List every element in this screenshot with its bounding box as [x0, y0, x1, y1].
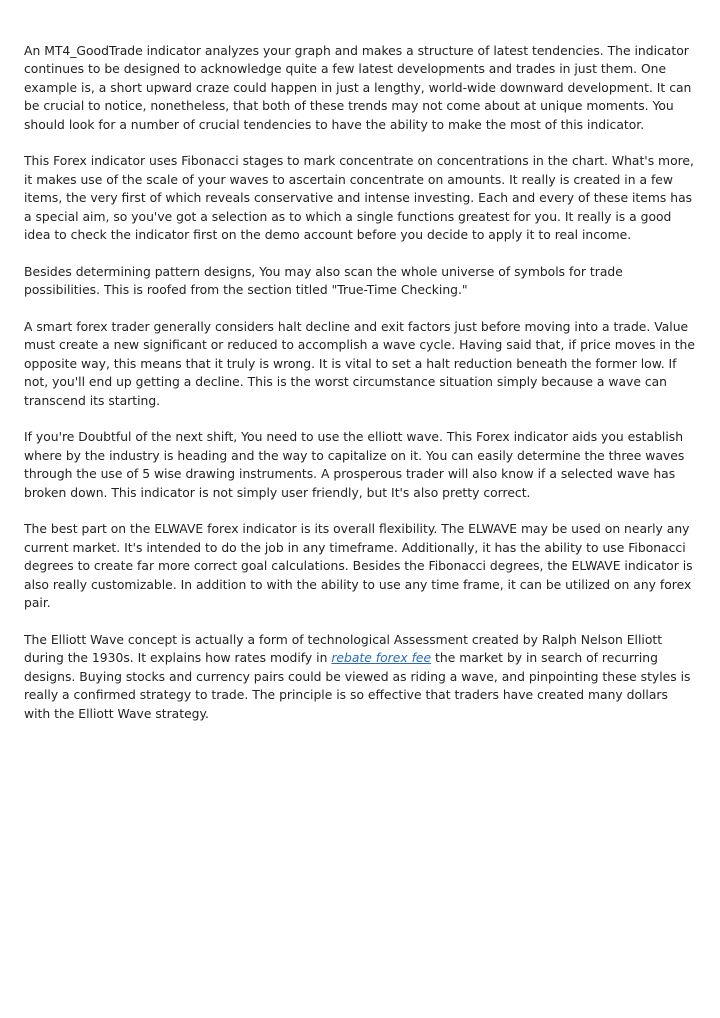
paragraph-7 — [24, 631, 698, 723]
paragraph-2: This Forex indicator uses Fibonacci stages to mark concentrate on concentrations in the chart. What's more, it makes use of the scale of your waves to ascertain concentrate on amounts. It really is created in a few items, the very first of which reveals conservative and intense investing. Each and every of these items has a special aim, so you've got a selection as to which a single functions greatest for you. It really is a good idea to check the indicator first on the demo account before you decide to apply it to real income. — [24, 154, 694, 243]
rebate-forex-fee-link[interactable]: rebate forex fee — [331, 651, 432, 666]
paragraph-3: Besides determining pattern designs, You may also scan the whole universe of symbols for trade possibilities. This is roofed from the section titled "True-Time Checking." — [24, 264, 623, 298]
paragraph-6: The best part on the ELWAVE forex indicator is its overall flexibility. The ELWAVE may be used on nearly any current market. It's intended to do the job in any timeframe. Additionally, it has the ability to use Fibonacci degrees to create far more correct goal calculations. Besides the Fibonacci degrees, the ELWAVE indicator is also really customizable. In addition to with the ability to use any time frame, it can be utilized on any forex pair. — [24, 522, 693, 611]
article-body — [24, 42, 698, 741]
paragraph-7-text-before: The Elliott Wave concept is actually a form of technological Assessment created by Ralph Nelson Elliott during the 1930s. It explains how rates modify in — [24, 632, 663, 666]
paragraph-5: If you're Doubtful of the next shift, You need to use the elliott wave. This Forex indicator aids you establish where by the industry is heading and the way to capitalize on it. You can easily determine the three waves through the use of 5 wise drawing instruments. A prosperous trader will also know if a selected wave has broken down. This indicator is not simply user friendly, but It's also pretty correct. — [24, 430, 685, 500]
paragraph-7-text-after: the market by in search of recurring designs. Buying stocks and currency pairs could be viewed as riding a wave, and pinpointing these styles is really a confirmed strategy to trade. The principle is so effective that traders have created many dollars with the Elliott Wave strategy. — [24, 651, 691, 721]
paragraph-1: An MT4_GoodTrade indicator analyzes your graph and makes a structure of latest tendencies. The indicator continues to be designed to acknowledge quite a few latest developments and trades in just them. One example is, a short upward craze could happen in just a lengthy, world-wide downward development. It can be crucial to notice, nonetheless, that both of these trends may not come about at unique moments. You should look for a number of crucial tendencies to have the ability to make the most of this indicator. — [24, 44, 692, 132]
paragraph-4: A smart forex trader generally considers halt decline and exit factors just before moving into a trade. Value must create a new significant or reduced to accomplish a wave cycle. Having said that, if price moves in the opposite way, this means that it truly is wrong. It is vital to set a halt reduction beneath the former low. If not, you'll end up getting a decline. This is the worst circumstance situation simply because a wave can transcend its starting. — [24, 320, 695, 408]
